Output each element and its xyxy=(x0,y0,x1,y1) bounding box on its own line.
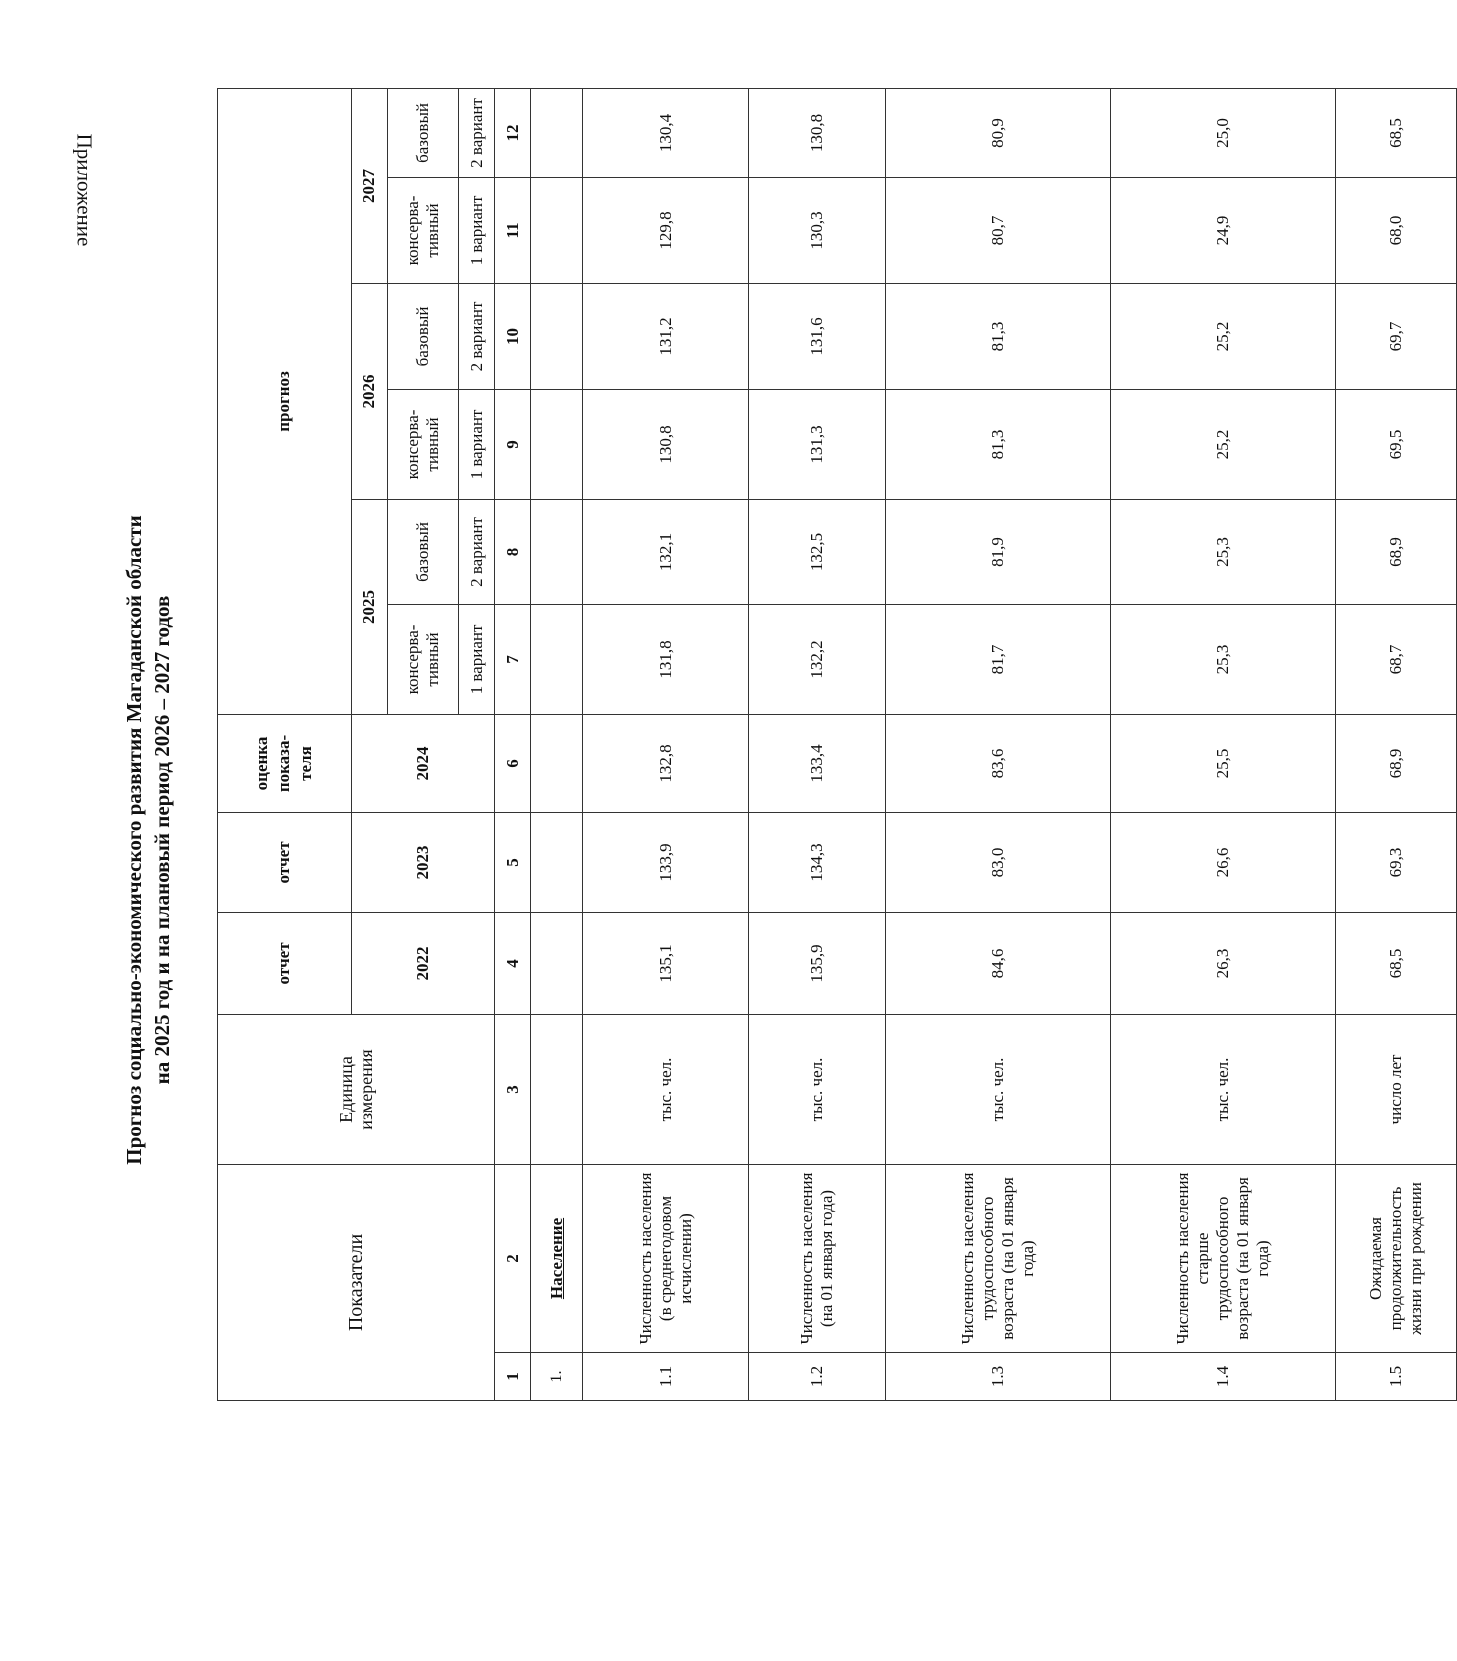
value-2027-base: 80,9 xyxy=(886,88,1111,177)
header-year-2023: 2023 xyxy=(351,812,494,912)
value-2025-base: 68,9 xyxy=(1336,499,1457,604)
header-report-2022: отчет xyxy=(218,912,352,1014)
value-2027-conservative: 130,3 xyxy=(749,177,886,283)
document-title xyxy=(108,360,188,1320)
header-report-2023: отчет xyxy=(218,812,352,912)
header-2025-base: базовый xyxy=(387,499,459,604)
header-2026-variant-2: 2 вариант xyxy=(459,283,495,389)
row-indicator-name: Ожидаемая продолжительность жизни при рождении xyxy=(1336,1164,1457,1352)
header-year-2026: 2026 xyxy=(351,283,387,499)
value-2025-conservative: 132,2 xyxy=(749,604,886,714)
value-2022: 135,1 xyxy=(583,912,749,1014)
value-2022: 68,5 xyxy=(1336,912,1457,1014)
title-line-1: Прогноз социально-экономического развития Магаданской области xyxy=(122,515,146,1165)
value-2026-conservative: 130,8 xyxy=(583,389,749,499)
value-2027-base: 130,4 xyxy=(583,88,749,177)
value-2026-conservative: 69,5 xyxy=(1336,389,1457,499)
header-forecast: прогноз xyxy=(218,88,352,714)
value-2027-conservative: 68,0 xyxy=(1336,177,1457,283)
row-unit: тыс. чел. xyxy=(886,1014,1111,1164)
value-2027-conservative: 80,7 xyxy=(886,177,1111,283)
section-name: Население xyxy=(530,1164,582,1352)
value-2024: 132,8 xyxy=(583,714,749,812)
value-2024: 133,4 xyxy=(749,714,886,812)
value-2023: 26,6 xyxy=(1111,812,1336,912)
header-year-2024: 2024 xyxy=(351,714,494,812)
value-2026-base: 69,7 xyxy=(1336,283,1457,389)
header-2026-base: базовый xyxy=(387,283,459,389)
col-number: 5 xyxy=(495,812,531,912)
row-unit: тыс. чел. xyxy=(1111,1014,1336,1164)
header-2025-conservative: консерва-тивный xyxy=(387,604,459,714)
col-number: 12 xyxy=(495,88,531,177)
header-2027-base: базовый xyxy=(387,88,459,177)
row-indicator-name: Численность населения (на 01 января года) xyxy=(749,1164,886,1352)
value-2027-conservative: 24,9 xyxy=(1111,177,1336,283)
column-number-row xyxy=(495,88,531,1400)
table-row xyxy=(749,88,886,1400)
value-2027-base: 25,0 xyxy=(1111,88,1336,177)
header-unit: Единица измерения xyxy=(218,1014,495,1164)
value-2024: 68,9 xyxy=(1336,714,1457,812)
header-2025-variant-2: 2 вариант xyxy=(459,499,495,604)
col-number: 11 xyxy=(495,177,531,283)
value-2027-conservative: 129,8 xyxy=(583,177,749,283)
row-number: 1.2 xyxy=(749,1353,886,1401)
row-number: 1.3 xyxy=(886,1353,1111,1401)
value-2026-conservative: 81,3 xyxy=(886,389,1111,499)
col-number: 6 xyxy=(495,714,531,812)
header-2027-variant-1: 1 вариант xyxy=(459,177,495,283)
row-indicator-name: Численность населения (в среднегодовом исчислении) xyxy=(583,1164,749,1352)
appendix-label: Приложение xyxy=(72,133,97,247)
col-number: 7 xyxy=(495,604,531,714)
row-indicator-name: Численность населения старше трудоспособного возраста (на 01 января года) xyxy=(1111,1164,1336,1352)
header-year-2027: 2027 xyxy=(351,88,387,283)
value-2026-base: 131,2 xyxy=(583,283,749,389)
value-2025-base: 81,9 xyxy=(886,499,1111,604)
value-2024: 83,6 xyxy=(886,714,1111,812)
value-2025-conservative: 25,3 xyxy=(1111,604,1336,714)
value-2025-conservative: 81,7 xyxy=(886,604,1111,714)
header-year-2022: 2022 xyxy=(351,912,494,1014)
header-indicators: Показатели xyxy=(218,1164,495,1400)
col-number: 1 xyxy=(495,1353,531,1401)
header-2026-variant-1: 1 вариант xyxy=(459,389,495,499)
value-2025-conservative: 68,7 xyxy=(1336,604,1457,714)
value-2025-base: 25,3 xyxy=(1111,499,1336,604)
value-2023: 134,3 xyxy=(749,812,886,912)
forecast-table-container xyxy=(217,89,1457,1401)
row-unit: тыс. чел. xyxy=(583,1014,749,1164)
value-2023: 83,0 xyxy=(886,812,1111,912)
value-2022: 84,6 xyxy=(886,912,1111,1014)
section-row xyxy=(530,88,582,1400)
col-number: 9 xyxy=(495,389,531,499)
value-2025-base: 132,1 xyxy=(583,499,749,604)
row-indicator-name: Численность населения трудоспособного возраста (на 01 января года) xyxy=(886,1164,1111,1352)
title-line-2: на 2025 год и на плановый период 2026 – 2027 годов xyxy=(150,595,174,1085)
section-number: 1. xyxy=(530,1353,582,1401)
row-unit: число лет xyxy=(1336,1014,1457,1164)
value-2027-base: 68,5 xyxy=(1336,88,1457,177)
row-number: 1.4 xyxy=(1111,1353,1336,1401)
col-number: 2 xyxy=(495,1164,531,1352)
value-2026-conservative: 25,2 xyxy=(1111,389,1336,499)
header-estimate: оценка показа-теля xyxy=(218,714,352,812)
value-2023: 133,9 xyxy=(583,812,749,912)
header-2026-conservative: консерва-тивный xyxy=(387,389,459,499)
value-2027-base: 130,8 xyxy=(749,88,886,177)
value-2026-base: 81,3 xyxy=(886,283,1111,389)
value-2023: 69,3 xyxy=(1336,812,1457,912)
header-year-2025: 2025 xyxy=(351,499,387,714)
header-2025-variant-1: 1 вариант xyxy=(459,604,495,714)
value-2024: 25,5 xyxy=(1111,714,1336,812)
value-2026-conservative: 131,3 xyxy=(749,389,886,499)
col-number: 4 xyxy=(495,912,531,1014)
header-row-1 xyxy=(218,88,352,1400)
col-number: 8 xyxy=(495,499,531,604)
value-2026-base: 131,6 xyxy=(749,283,886,389)
table-row xyxy=(1111,88,1336,1400)
forecast-table xyxy=(217,88,1457,1401)
table-row xyxy=(886,88,1111,1400)
col-number: 10 xyxy=(495,283,531,389)
col-number: 3 xyxy=(495,1014,531,1164)
value-2025-base: 132,5 xyxy=(749,499,886,604)
header-2027-variant-2: 2 вариант xyxy=(459,88,495,177)
value-2022: 135,9 xyxy=(749,912,886,1014)
row-number: 1.5 xyxy=(1336,1353,1457,1401)
table-row xyxy=(583,88,749,1400)
value-2022: 26,3 xyxy=(1111,912,1336,1014)
header-2027-conservative: консерва-тивный xyxy=(387,177,459,283)
row-unit: тыс. чел. xyxy=(749,1014,886,1164)
value-2025-conservative: 131,8 xyxy=(583,604,749,714)
table-row xyxy=(1336,88,1457,1400)
value-2026-base: 25,2 xyxy=(1111,283,1336,389)
row-number: 1.1 xyxy=(583,1353,749,1401)
